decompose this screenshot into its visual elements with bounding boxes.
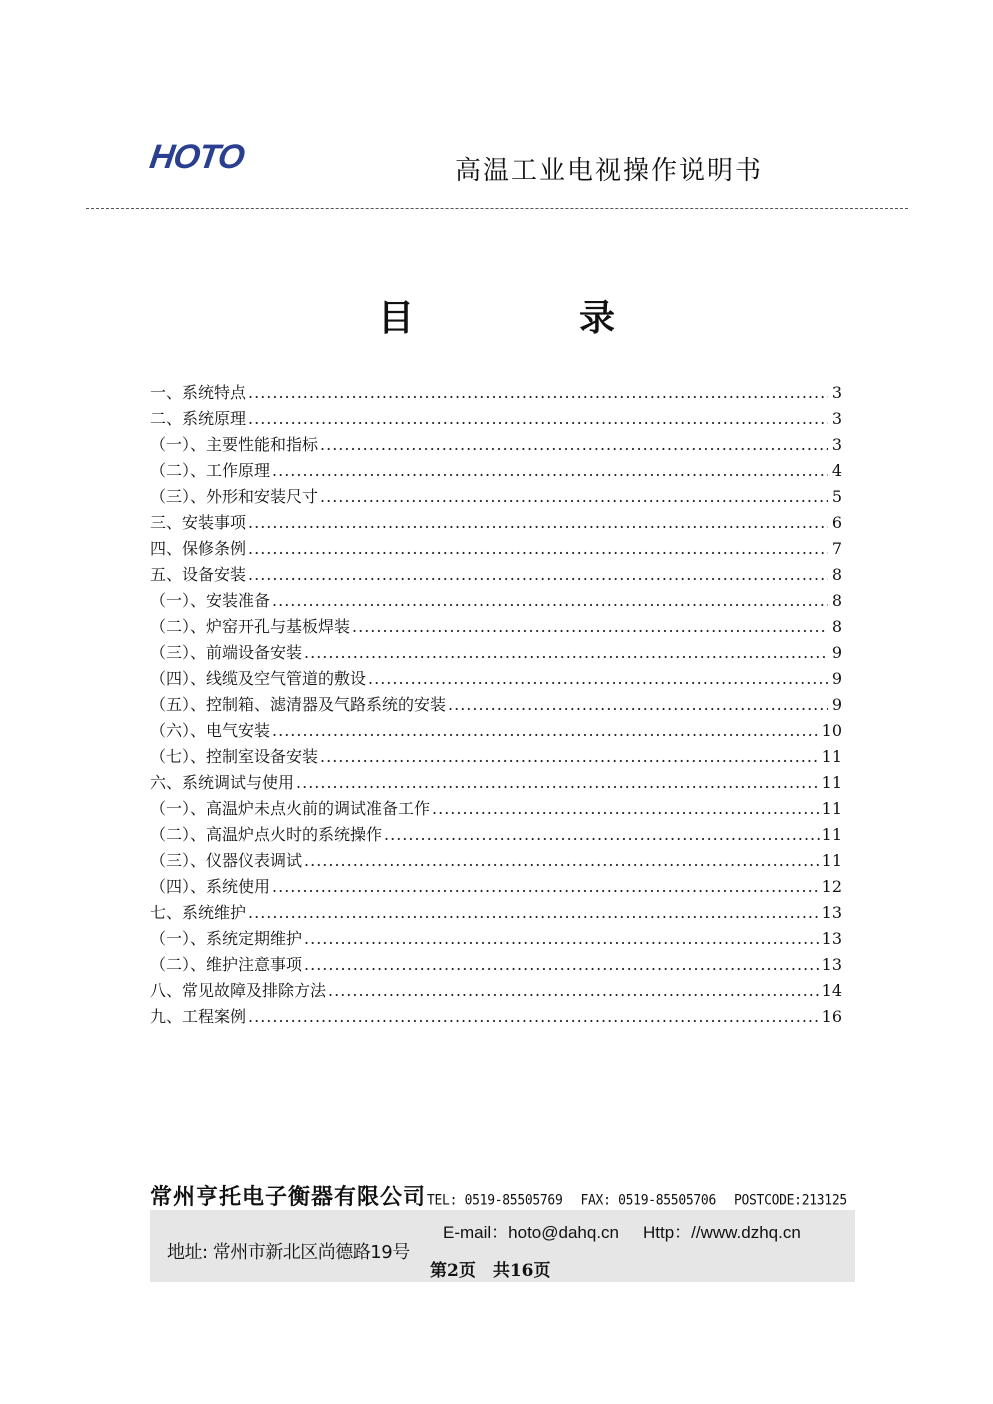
toc-entry-page: 13 [821,903,842,922]
toc-leader-dots [248,900,820,926]
header-divider [86,208,908,209]
toc-entry-page: 8 [831,617,842,636]
footer-company-name: 常州亨托电子衡器有限公司 [150,1184,427,1210]
toc-leader-dots [304,952,820,978]
toc-entry-label: （三）、外形和安装尺寸 [150,487,319,506]
toc-leader-dots [272,718,820,744]
toc-entry-label: （二）、工作原理 [150,461,271,480]
toc-entry[interactable] [150,666,842,692]
toc-entry[interactable] [150,562,842,588]
toc-leader-dots [304,848,820,874]
toc-entry-label: （四）、系统使用 [150,877,271,896]
footer-info-box [150,1210,855,1282]
footer-page-info: 第2页 共16页 [430,1261,551,1281]
toc-entry[interactable] [150,640,842,666]
footer-contact-line [427,1192,865,1209]
footer-fax: FAX: 0519-85505706 [580,1192,716,1209]
toc-entry-label: （一）、高温炉未点火前的调试准备工作 [150,799,431,818]
table-of-contents [150,380,842,1030]
company-logo: HOTO [147,138,247,176]
toc-entry-page: 11 [821,773,842,792]
toc-entry[interactable] [150,900,842,926]
toc-entry-page: 11 [821,747,842,766]
toc-entry-page: 3 [831,435,842,454]
toc-leader-dots [432,796,820,822]
toc-entry-label: （三）、前端设备安装 [150,643,303,662]
toc-entry-page: 3 [831,383,842,402]
toc-heading [0,290,993,341]
toc-entry-label: （二）、维护注意事项 [150,955,303,974]
toc-leader-dots [296,770,820,796]
toc-leader-dots [320,744,820,770]
toc-entry-label: 五、设备安装 [150,565,247,584]
toc-entry-page: 16 [821,1007,842,1026]
toc-entry-label: 一、系统特点 [150,383,247,402]
footer-address: 地址: 常州市新北区尚德路19号 [167,1242,410,1263]
toc-entry-label: （一）、主要性能和指标 [150,435,319,454]
toc-entry-page: 3 [831,409,842,428]
toc-entry-page: 8 [831,591,842,610]
toc-entry-label: 三、安装事项 [150,513,247,532]
toc-entry[interactable] [150,952,842,978]
footer-email: E-mail：hoto@dahq.cn [443,1223,620,1242]
toc-entry[interactable] [150,848,842,874]
toc-entry-page: 11 [821,851,842,870]
toc-entry-label: （一）、系统定期维护 [150,929,303,948]
toc-entry-label: （七）、控制室设备安装 [150,747,319,766]
toc-leader-dots [304,926,820,952]
toc-entry[interactable] [150,796,842,822]
toc-entry[interactable] [150,484,842,510]
toc-leader-dots [304,640,828,666]
toc-entry[interactable] [150,432,842,458]
toc-entry-page: 14 [821,981,842,1000]
toc-leader-dots [448,692,828,718]
toc-leader-dots [248,536,828,562]
toc-leader-dots [248,1004,820,1030]
toc-entry[interactable] [150,1004,842,1030]
toc-entry[interactable] [150,822,842,848]
toc-entry[interactable] [150,536,842,562]
toc-entry[interactable] [150,874,842,900]
toc-entry-label: 七、系统维护 [150,903,247,922]
toc-entry-page: 8 [831,565,842,584]
toc-entry[interactable] [150,692,842,718]
toc-entry-label: 四、保修条例 [150,539,247,558]
toc-leader-dots [272,874,820,900]
toc-entry-label: 六、系统调试与使用 [150,773,295,792]
toc-entry[interactable] [150,770,842,796]
toc-entry[interactable] [150,406,842,432]
toc-leader-dots [328,978,820,1004]
toc-entry-page: 13 [821,955,842,974]
toc-entry-label: （六）、电气安装 [150,721,271,740]
toc-entry-label: （二）、高温炉点火时的系统操作 [150,825,383,844]
toc-entry-page: 6 [831,513,842,532]
toc-leader-dots [248,510,828,536]
toc-leader-dots [248,406,828,432]
document-title: 高温工业电视操作说明书 [455,156,764,186]
toc-leader-dots [272,458,828,484]
toc-entry-page: 9 [831,669,842,688]
toc-leader-dots [352,614,828,640]
footer-postcode: POSTCODE:213125 [733,1192,847,1209]
toc-entry-label: （五）、控制箱、滤清器及气路系统的安装 [150,695,447,714]
toc-entry-page: 5 [831,487,842,506]
footer-tel: TEL: 0519-85505769 [427,1192,563,1209]
toc-entry[interactable] [150,614,842,640]
toc-entry-label: （三）、仪器仪表调试 [150,851,303,870]
toc-entry-page: 11 [821,825,842,844]
toc-entry[interactable] [150,978,842,1004]
toc-entry-page: 13 [821,929,842,948]
toc-entry[interactable] [150,926,842,952]
toc-leader-dots [272,588,828,614]
toc-entry-label: （一）、安装准备 [150,591,271,610]
toc-entry-page: 7 [831,539,842,558]
toc-entry[interactable] [150,744,842,770]
toc-entry-page: 9 [831,695,842,714]
toc-entry-page: 11 [821,799,842,818]
toc-entry[interactable] [150,510,842,536]
toc-entry-page: 4 [831,461,842,480]
toc-entry[interactable] [150,458,842,484]
toc-entry[interactable] [150,588,842,614]
toc-entry-label: （二）、炉窑开孔与基板焊装 [150,617,351,636]
toc-entry-label: 二、系统原理 [150,409,247,428]
toc-leader-dots [248,562,828,588]
toc-heading-right: 录 [579,298,616,339]
toc-entry[interactable] [150,718,842,744]
toc-leader-dots [248,380,828,406]
toc-entry-label: （四）、线缆及空气管道的敷设 [150,669,367,688]
toc-entry-page: 10 [821,721,842,740]
toc-entry-page: 9 [831,643,842,662]
toc-leader-dots [384,822,820,848]
toc-leader-dots [368,666,828,692]
toc-leader-dots [320,432,828,458]
footer-website: Http：//www.dzhq.cn [643,1223,801,1242]
toc-heading-left: 目 [377,298,414,339]
toc-leader-dots [320,484,828,510]
toc-entry[interactable] [150,380,842,406]
toc-entry-label: 九、工程案例 [150,1007,247,1026]
toc-entry-page: 12 [821,877,842,896]
toc-entry-label: 八、常见故障及排除方法 [150,981,327,1000]
